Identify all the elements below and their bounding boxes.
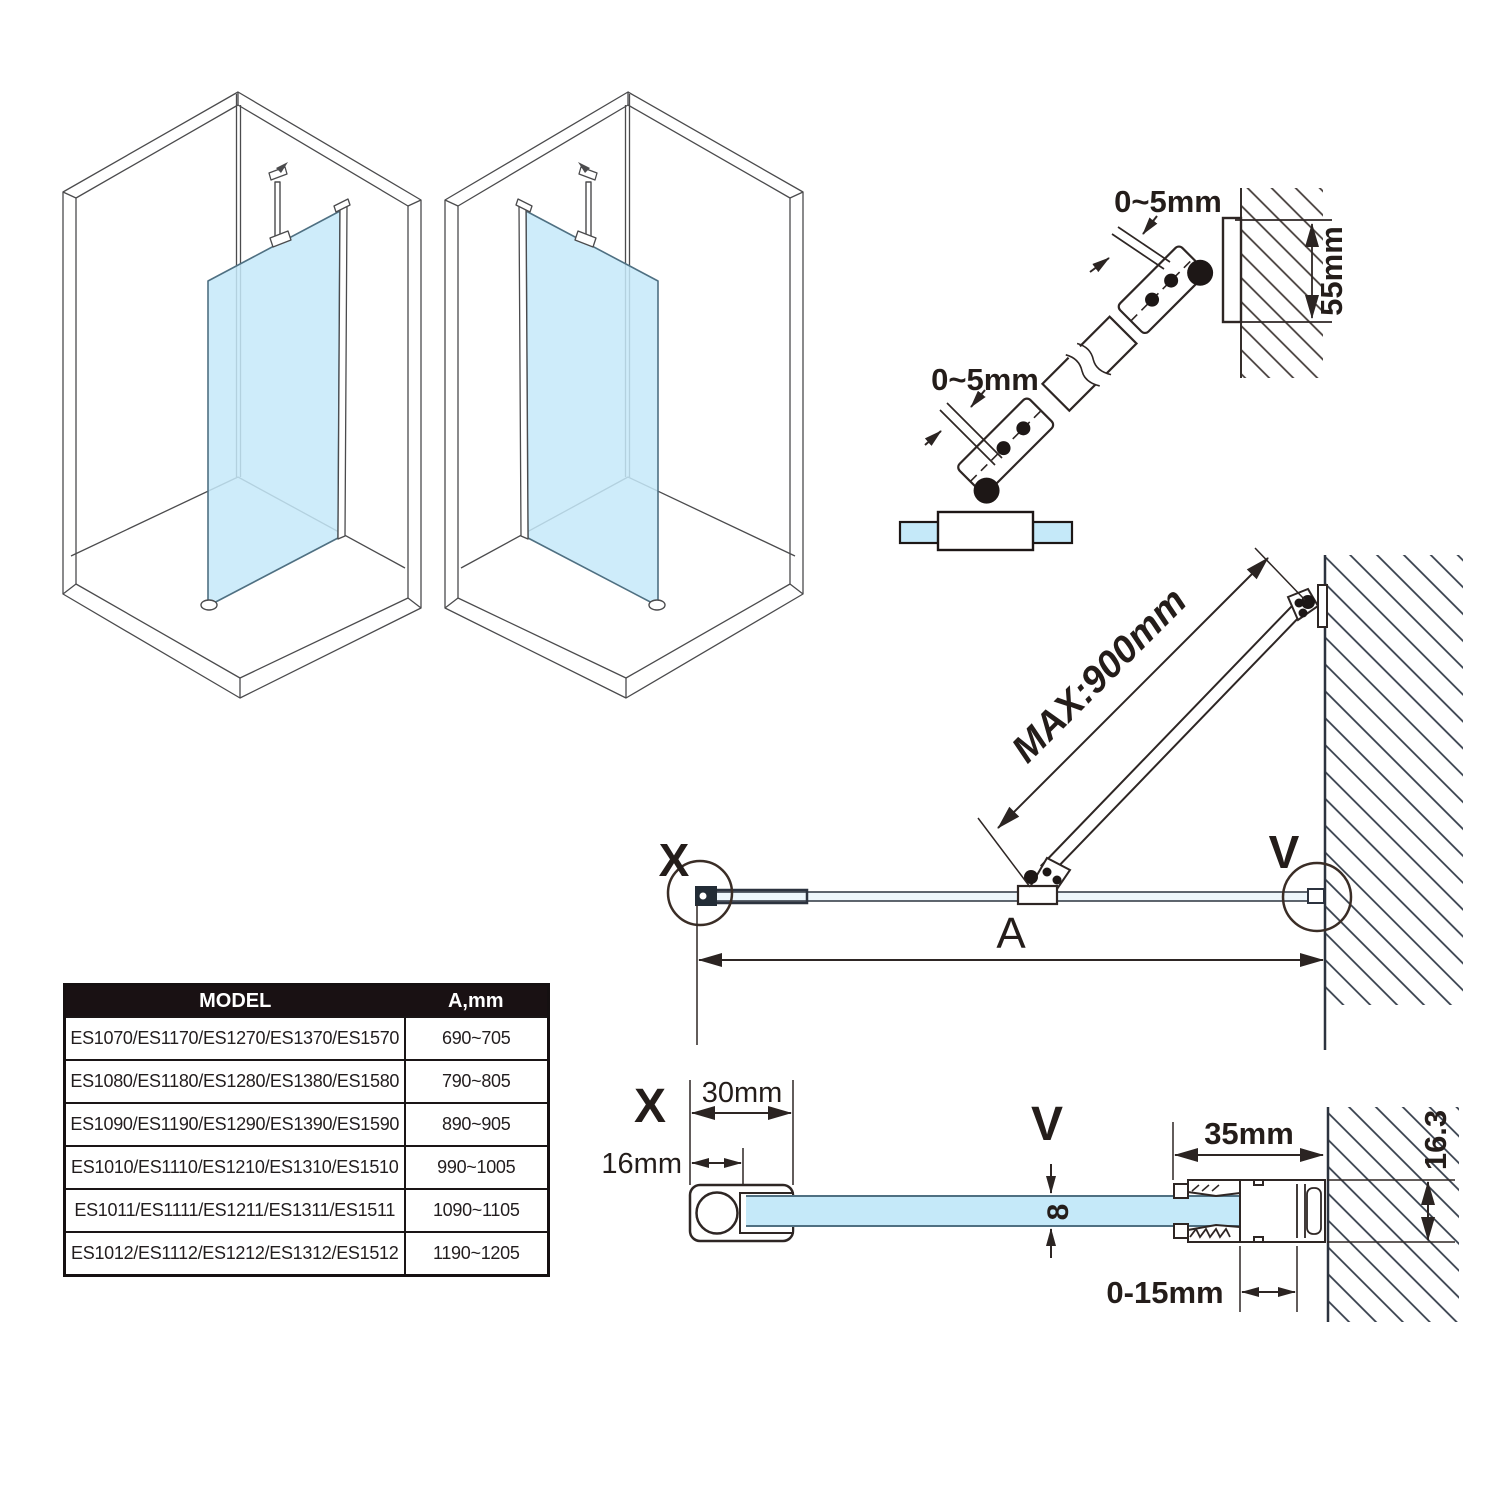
model-cell: ES1011/ES1111/ES1211/ES1311/ES1511 <box>65 1189 405 1232</box>
x-profile-bar-bore <box>697 1193 738 1234</box>
callout-x-label: X <box>658 834 690 886</box>
support-bar-plan <box>1041 605 1302 875</box>
width-dim-label: A <box>996 909 1026 958</box>
support-bar-detail <box>885 150 1375 580</box>
model-cell: ES1010/ES1110/ES1210/ES1310/ES1510 <box>65 1146 405 1189</box>
glass-clamp-plan <box>1018 886 1057 904</box>
callout-v-label: V <box>1268 826 1300 878</box>
model-cell: ES1012/ES1112/ES1212/ES1312/ES1512 <box>65 1232 405 1276</box>
a-mm-cell: 890~905 <box>405 1103 549 1146</box>
model-cell: ES1070/ES1170/ES1270/ES1370/ES1570 <box>65 1017 405 1060</box>
a-mm-cell: 690~705 <box>405 1017 549 1060</box>
wall-hatch <box>1326 555 1463 1005</box>
glass-thickness-label: 8 <box>1042 1203 1075 1221</box>
model-cell: ES1080/ES1180/ES1280/ES1380/ES1580 <box>65 1060 405 1103</box>
wall-bracket-body <box>1117 245 1208 336</box>
header-a-mm: A,mm <box>405 985 549 1018</box>
table-row <box>65 1103 549 1146</box>
profile-depth-label: 16.3 <box>1418 1109 1453 1171</box>
floor-fitting <box>201 600 217 610</box>
adjust-range-label: 0-15mm <box>1106 1275 1224 1310</box>
v-jaw-bottom <box>1188 1225 1240 1242</box>
v-profile-slot <box>1307 1188 1321 1234</box>
wall-mount-plate <box>1223 218 1241 322</box>
glass-bar <box>746 1196 1250 1226</box>
table-row <box>65 1146 549 1189</box>
a-mm-cell: 990~1005 <box>405 1146 549 1189</box>
bar-width-label: 16mm <box>601 1148 682 1180</box>
wall-fitting <box>1308 889 1324 903</box>
model-table <box>63 983 550 1277</box>
support-rod <box>275 182 280 240</box>
v-hook-bottom <box>1174 1224 1188 1238</box>
wall-profile-strip <box>338 205 347 539</box>
wall-hatch <box>1241 188 1323 378</box>
bar-max-label: MAX:900mm <box>1004 580 1196 772</box>
a-mm-cell: 1190~1205 <box>405 1232 549 1276</box>
v-hook-top <box>1174 1184 1188 1198</box>
a-mm-cell: 790~805 <box>405 1060 549 1103</box>
header-model: MODEL <box>65 985 405 1018</box>
profile-width-label: 35mm <box>1204 1116 1294 1151</box>
iso-view-left <box>48 78 438 728</box>
table-header-row <box>65 985 549 1018</box>
plan-view <box>650 540 1500 1060</box>
gap-bottom-label: 0~5mm <box>931 362 1039 397</box>
glass-plan <box>697 892 1325 901</box>
profile-x-label: X <box>633 1080 667 1133</box>
profile-details <box>590 1060 1500 1430</box>
table-row <box>65 1189 549 1232</box>
table-row <box>65 1017 549 1060</box>
table-row <box>65 1232 549 1276</box>
gap-top-label: 0~5mm <box>1114 184 1222 219</box>
outer-width-label: 30mm <box>701 1077 783 1109</box>
glass-panel <box>208 211 340 606</box>
model-cell: ES1090/ES1190/ES1290/ES1390/ES1590 <box>65 1103 405 1146</box>
a-mm-cell: 1090~1105 <box>405 1189 549 1232</box>
bracket-height-label: 55mm <box>1314 226 1349 316</box>
profile-v-label: V <box>1030 1098 1064 1151</box>
table-row <box>65 1060 549 1103</box>
bracket-plate-plan <box>1318 585 1327 627</box>
